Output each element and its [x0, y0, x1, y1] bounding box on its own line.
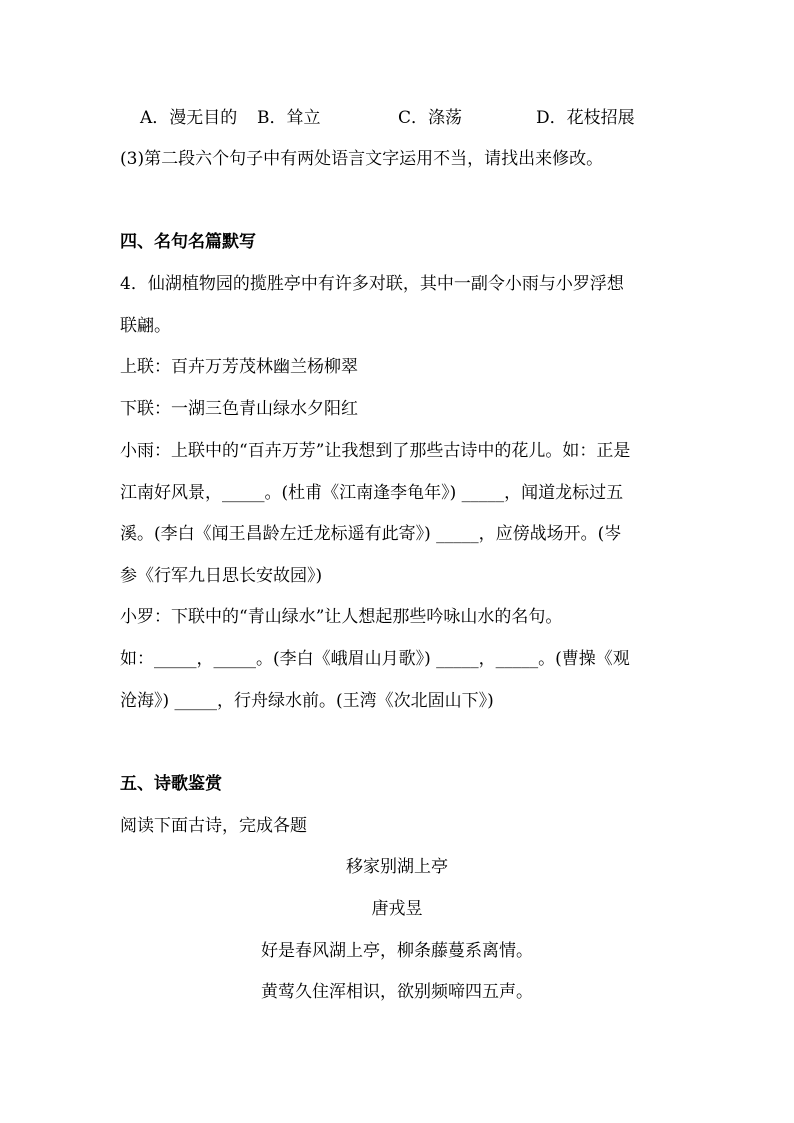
poem-line-2: 黄莺久住浑相识，欲别频啼四五声。 [261, 982, 533, 1002]
xiaoyu-line-3: 溪。(李白《闻王昌龄左迁龙标遥有此寄》) _____，应傍战场开。(岑 [120, 524, 622, 544]
question-4-line-2: 联翩。 [120, 316, 171, 336]
option-c: C．涤荡 [398, 108, 463, 128]
option-d: D．花枝招展 [536, 108, 635, 128]
poem-title: 移家别湖上亭 [346, 857, 448, 877]
option-a: A．漫无目的 [140, 108, 238, 128]
xiaoluo-line-2: 如：_____，_____。(李白《峨眉山月歌》) _____，_____。(曹操《观 [120, 649, 630, 669]
xiaoyu-line-2: 江南好风景，_____。(杜甫《江南逢李龟年》) _____，闻道龙标过五 [120, 483, 624, 503]
option-b: B．耸立 [257, 108, 321, 128]
xiaoluo-line-3: 沧海》) _____，行舟绿水前。(王湾《次北固山下》) [120, 691, 494, 711]
section-5-title: 五、诗歌鉴赏 [120, 774, 222, 794]
section-4-title: 四、名句名篇默写 [120, 232, 256, 252]
poem-line-1: 好是春风湖上亭，柳条藤蔓系离情。 [261, 941, 533, 961]
xiaoyu-line-4: 参《行军九日思长安故园》) [120, 566, 323, 586]
xiaoluo-line-1: 小罗：下联中的“青山绿水”让人想起那些吟咏山水的名句。 [120, 607, 563, 627]
section-5-instruction: 阅读下面古诗，完成各题 [120, 816, 307, 836]
poem-author: 唐戎昱 [371, 899, 423, 919]
question-3: (3)第二段六个句子中有两处语言文字运用不当，请找出来修改。 [120, 149, 604, 169]
lower-couplet: 下联：一湖三色青山绿水夕阳红 [120, 399, 358, 419]
upper-couplet: 上联：百卉万芳茂林幽兰杨柳翠 [120, 357, 358, 377]
question-4-line-1: 4．仙湖植物园的揽胜亭中有许多对联，其中一副令小雨与小罗浮想 [120, 274, 624, 294]
xiaoyu-line-1: 小雨：上联中的“百卉万芳”让我想到了那些古诗中的花儿。如：正是 [120, 441, 631, 461]
